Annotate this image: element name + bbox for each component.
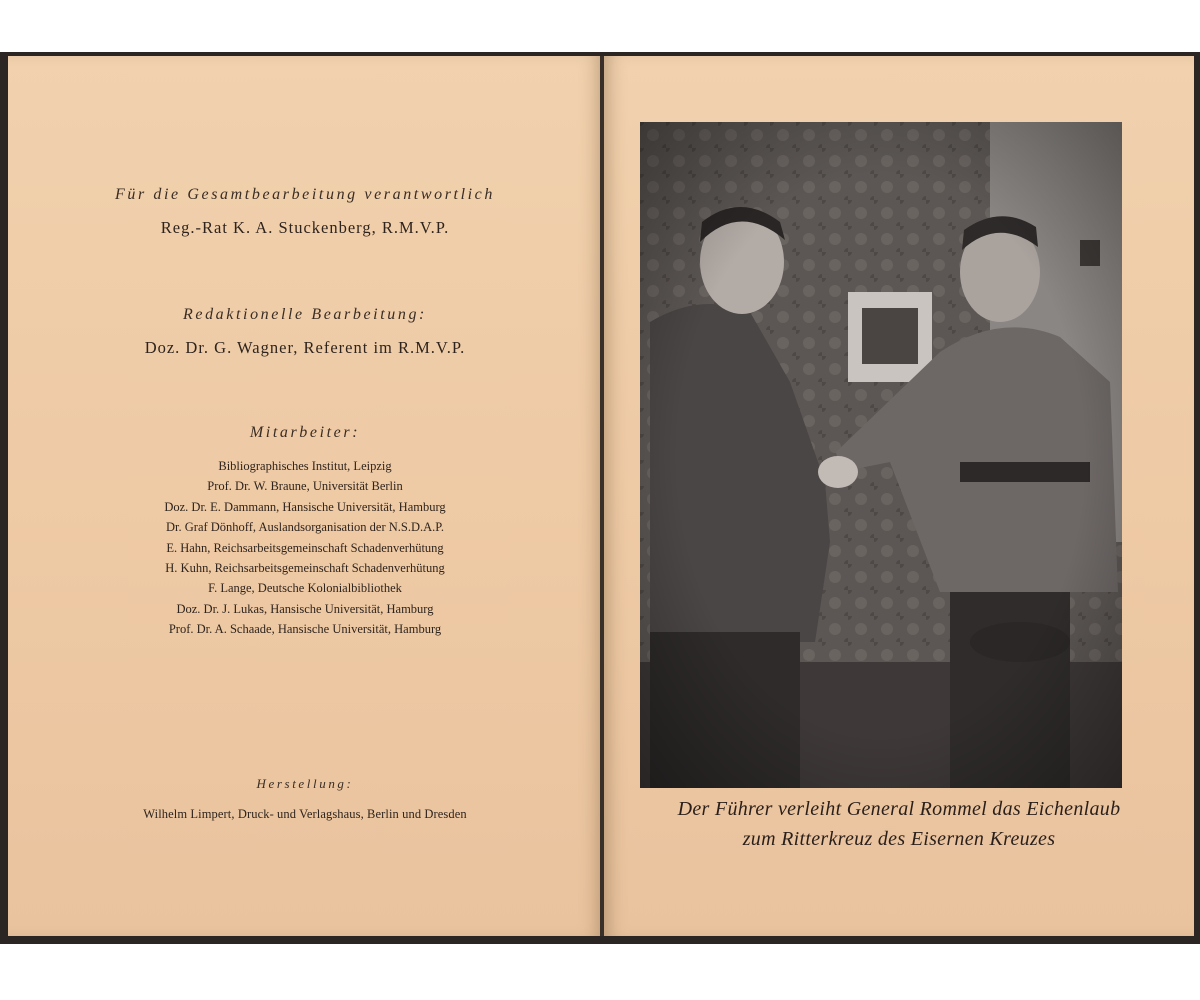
contributor-item: Bibliographisches Institut, Leipzig xyxy=(218,459,392,473)
contributor-item: Doz. Dr. E. Dammann, Hansische Universität, Hamburg xyxy=(164,499,446,514)
contributors-list xyxy=(8,456,602,640)
contributor-item: Doz. Dr. J. Lukas, Hansische Universität, Hamburg xyxy=(176,601,434,616)
production-heading: Herstellung: xyxy=(256,776,354,791)
photograph-image xyxy=(640,122,1122,788)
left-page xyxy=(8,56,602,936)
contributor-item: E. Hahn, Reichsarbeitsgemeinschaft Schadenverhütung xyxy=(166,540,444,555)
contributor-item: Prof. Dr. W. Braune, Universität Berlin xyxy=(207,479,403,494)
photo-caption-line1: Der Führer verleiht General Rommel das Eichenlaub xyxy=(677,798,1121,820)
photo-caption-line2: zum Ritterkreuz des Eisernen Kreuzes xyxy=(742,828,1056,850)
overall-responsibility-name: Reg.-Rat K. A. Stuckenberg, R.M.V.P. xyxy=(160,218,450,237)
contributor-item: F. Lange, Deutsche Kolonialbibliothek xyxy=(208,581,402,596)
editorial-heading: Redaktionelle Bearbeitung: xyxy=(183,306,427,323)
overall-responsibility-heading: Für die Gesamtbearbeitung verantwortlich xyxy=(115,186,495,203)
photograph xyxy=(640,122,1122,788)
contributor-item: H. Kuhn, Reichsarbeitsgemeinschaft Schadenverhütung xyxy=(165,560,445,575)
open-book xyxy=(0,52,1200,944)
right-page xyxy=(604,56,1194,936)
production-name: Wilhelm Limpert, Druck- und Verlagshaus, Berlin und Dresden xyxy=(143,807,467,821)
editorial-name: Doz. Dr. G. Wagner, Referent im R.M.V.P. xyxy=(144,338,466,357)
contributor-item: Dr. Graf Dönhoff, Auslandsorganisation der N.S.D.A.P. xyxy=(166,520,444,535)
contributors-heading: Mitarbeiter: xyxy=(249,424,361,441)
contributor-item: Prof. Dr. A. Schaade, Hansische Universität, Hamburg xyxy=(168,622,442,637)
